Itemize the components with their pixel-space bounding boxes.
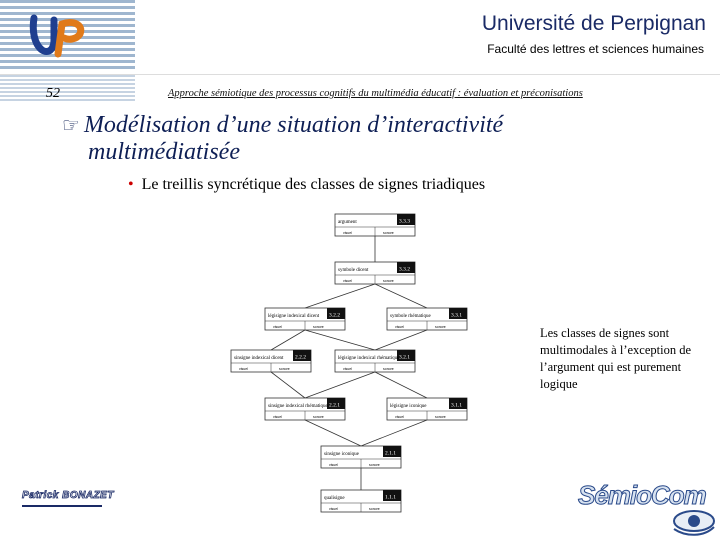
- lattice-node-sub-visual: visuel: [329, 463, 338, 467]
- lattice-node: [321, 446, 401, 468]
- semiocom-logo: SémioCom: [578, 480, 706, 510]
- lattice-node-sub-visual: visuel: [343, 367, 352, 371]
- lattice-node: [335, 214, 415, 236]
- university-logo: [28, 10, 88, 62]
- lattice-node-label: sinsigne indexical dicent: [234, 356, 284, 361]
- lattice-node-label: symbole rhématique: [390, 314, 431, 319]
- lattice-node-label: légisigne indexical dicent: [268, 314, 320, 319]
- lattice-edge: [305, 420, 361, 446]
- lattice-edge: [271, 330, 305, 350]
- presentation-subtitle: Approche sémiotique des processus cognitifs du multimédia éducatif : évaluation et préconisations: [168, 88, 583, 99]
- lattice-node-code: 2.1.1: [385, 450, 396, 457]
- lattice-node-label: symbole dicent: [338, 268, 369, 273]
- lattice-node-sub-sound: sonore: [383, 367, 394, 371]
- lattice-node-sub-visual: visuel: [343, 279, 352, 283]
- lattice-node-sub-visual: visuel: [329, 507, 338, 511]
- lattice-node-code: 3.2.2: [329, 312, 340, 319]
- lattice-node: [231, 350, 311, 372]
- eye-icon: [670, 503, 716, 537]
- lattice-node-label: sinsigne indexical rhématique: [268, 404, 328, 409]
- slide-number: 52: [46, 86, 60, 101]
- bullet-text: Le treillis syncrétique des classes de signes triadiques: [141, 176, 486, 193]
- lattice-edge: [361, 420, 427, 446]
- lattice-node-code: 2.2.1: [329, 402, 340, 409]
- lattice-node: [335, 262, 415, 284]
- lattice-node-label: sinsigne iconique: [324, 452, 359, 457]
- lattice-node-sub-sound: sonore: [435, 415, 446, 419]
- lattice-node: [265, 308, 345, 330]
- lattice-node-label: légisigne iconique: [390, 404, 427, 409]
- lattice-node-label: argument: [338, 220, 357, 225]
- header: [0, 0, 720, 72]
- hand-pointer-icon: ☞: [62, 113, 80, 137]
- sign-class-lattice: [225, 210, 475, 515]
- lattice-node-sub-sound: sonore: [369, 507, 380, 511]
- lattice-edge: [375, 372, 427, 398]
- author-underline: [22, 505, 102, 507]
- lattice-node-sub-sound: sonore: [383, 279, 394, 283]
- bullet-dot-icon: •: [128, 176, 134, 193]
- lattice-node: [335, 350, 415, 372]
- lattice-edge: [305, 284, 375, 308]
- lattice-node: [387, 308, 467, 330]
- lattice-node-sub-sound: sonore: [279, 367, 290, 371]
- faculty-name: Faculté des lettres et sciences humaines: [487, 42, 704, 56]
- lattice-node-code: 3.3.1: [451, 312, 462, 319]
- lattice-edge: [375, 330, 427, 350]
- lattice-node-sub-visual: visuel: [273, 415, 282, 419]
- lattice-node-sub-sound: sonore: [383, 231, 394, 235]
- lattice-node-sub-sound: sonore: [369, 463, 380, 467]
- slide-title: [62, 112, 682, 166]
- band-stripes: [0, 75, 135, 101]
- university-name: Université de Perpignan: [481, 12, 706, 35]
- lattice-edge: [305, 330, 375, 350]
- lattice-node-code: 3.3.3: [399, 218, 410, 225]
- lattice-node-code: 3.1.1: [451, 402, 462, 409]
- lattice-node-sub-sound: sonore: [435, 325, 446, 329]
- lattice-edge: [271, 372, 305, 398]
- bullet-item: [128, 176, 485, 194]
- lattice-edge: [375, 284, 427, 308]
- lattice-node-label: légisigne indexical rhématique: [338, 356, 400, 361]
- lattice-node-sub-visual: visuel: [343, 231, 352, 235]
- lattice-edge: [305, 372, 375, 398]
- lattice-node-sub-visual: visuel: [273, 325, 282, 329]
- lattice-node-sub-visual: visuel: [239, 367, 248, 371]
- lattice-node: [387, 398, 467, 420]
- title-line-2: multimédiatisée: [88, 139, 240, 165]
- lattice-node: [265, 398, 345, 420]
- author-name: Patrick BONAZET: [22, 490, 114, 501]
- lattice-node-sub-visual: visuel: [395, 415, 404, 419]
- side-note: Les classes de signes sont multimodales à l’exception de l’argument qui est purement logique: [540, 326, 691, 391]
- lattice-node-code: 1.1.1: [385, 494, 396, 501]
- lattice-node-code: 3.3.2: [399, 266, 410, 273]
- lattice-node: [321, 490, 401, 512]
- lattice-node-sub-sound: sonore: [313, 325, 324, 329]
- lattice-node-sub-sound: sonore: [313, 415, 324, 419]
- title-line-1: Modélisation d’une situation d’interactivité: [83, 112, 504, 138]
- lattice-node-sub-visual: visuel: [395, 325, 404, 329]
- lattice-node-code: 3.2.1: [399, 354, 410, 361]
- lattice-node-code: 2.2.2: [295, 354, 306, 361]
- lattice-node-label: qualisigne: [324, 496, 345, 501]
